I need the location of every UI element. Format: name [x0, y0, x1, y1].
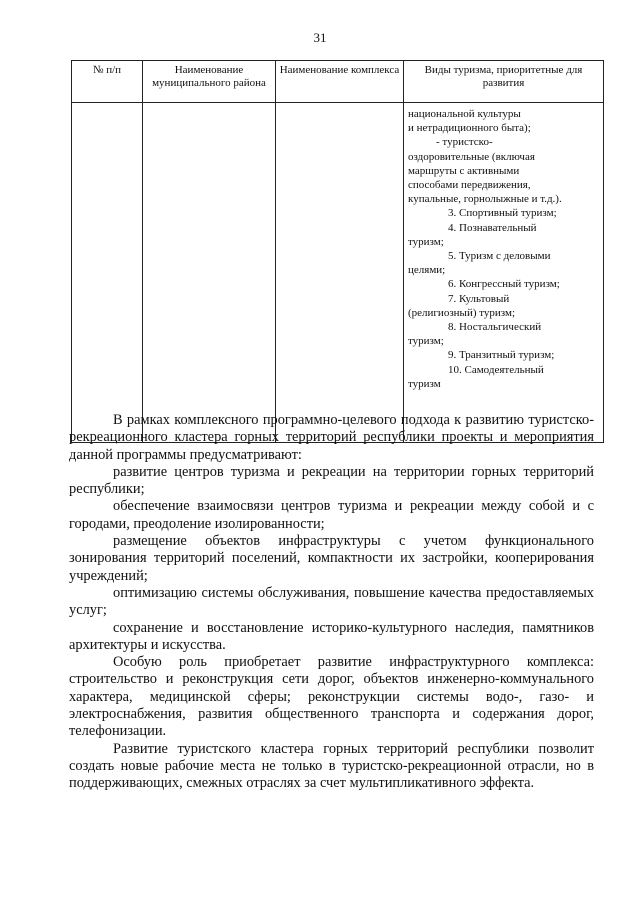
- types-line: - туристско-: [436, 136, 493, 149]
- types-line: 3. Спортивный туризм;: [448, 207, 557, 220]
- header-types: Виды туризма, приоритетные для развития: [404, 61, 604, 103]
- types-line: 8. Ностальгический: [448, 321, 542, 334]
- types-line: национальной культуры: [408, 108, 521, 120]
- paragraph: Развитие туристского кластера горных территорий республики позволит создать новые рабочие места не только в туристско-рекреационной отрасли, но в поддерживающих, смежных отраслях за счет мультипликативного эффекта.: [69, 740, 594, 792]
- header-num: № п/п: [72, 61, 143, 103]
- header-complex: Наименование комплекса: [276, 61, 404, 103]
- cell-complex: [276, 103, 404, 443]
- page-number: 31: [313, 30, 327, 45]
- types-line: 7. Культовый: [448, 292, 510, 305]
- types-line: способами передвижения,: [408, 179, 531, 192]
- types-line: целями;: [408, 264, 446, 277]
- types-line: 4. Познавательный: [448, 221, 537, 234]
- types-line: оздоровительные (включая: [408, 150, 535, 163]
- cell-district: [143, 103, 276, 443]
- types-line: купальные, горнолыжные и т.д.).: [408, 193, 562, 206]
- types-line: 6. Конгрессный туризм;: [448, 278, 560, 291]
- table-row: [72, 103, 604, 443]
- header-district: Наименование муниципального района: [143, 61, 276, 103]
- tourism-types-table: [71, 60, 604, 443]
- types-line: (религиозный) туризм;: [408, 306, 515, 319]
- types-line: 9. Транзитный туризм;: [448, 349, 555, 362]
- types-line: 5. Туризм с деловыми: [448, 250, 551, 263]
- paragraph: В рамках комплексного программно-целевого подхода к развитию туристско-рекреационного кластера горных территорий республики проекты и мероприятия данной программы предусматривают:: [69, 412, 594, 463]
- paragraph: обеспечение взаимосвязи центров туризма и рекреации между собой и с городами, преодоление изолированности;: [69, 498, 594, 532]
- types-line: туризм;: [408, 335, 444, 348]
- paragraph: развитие центров туризма и рекреации на территории горных территорий республики;: [69, 463, 594, 498]
- paragraph: Особую роль приобретает развитие инфраструктурного комплекса: строительство и реконструкция сети дорог, объектов инженерно-коммунального характера, медицинской сферы; реконструкции системы водо-, газо- и электроснабжения, развития общественного транспорта и содержания дорог, телефонизации.: [69, 654, 594, 740]
- cell-num: [72, 103, 143, 443]
- types-line: и нетрадиционного быта);: [408, 122, 531, 135]
- types-line: туризм;: [408, 235, 444, 248]
- body-text: [69, 412, 594, 793]
- tourism-types-list: [404, 103, 603, 393]
- types-line: 10. Самодеятельный: [448, 363, 544, 376]
- paragraph: сохранение и восстановление историко-культурного наследия, памятников архитектуры и искусства.: [69, 619, 594, 653]
- cell-types: [404, 103, 604, 443]
- types-line: туризм: [408, 377, 441, 390]
- paragraph: размещение объектов инфраструктуры с учетом функционального зонирования территорий поселений, компактности их застройки, кооперирования учреждений;: [69, 533, 594, 584]
- paragraph: оптимизацию системы обслуживания, повышение качества предоставляемых услуг;: [69, 584, 594, 619]
- types-line: маршруты с активными: [408, 164, 520, 177]
- table-header-row: [72, 61, 604, 103]
